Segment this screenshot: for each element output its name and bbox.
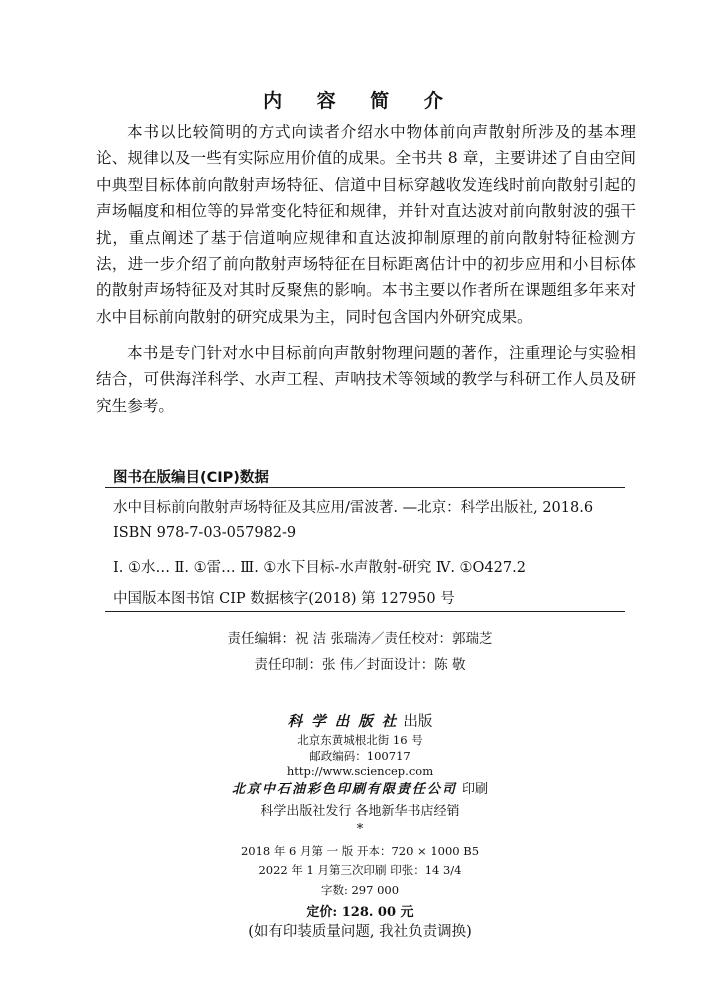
staff-editors: 责任编辑：祝 洁 张瑞涛／责任校对：郭瑞芝 [227,631,493,647]
cip-isbn: ISBN 978-7-03-057982-9 [113,525,297,541]
page-title: 内 容 简 介 [263,90,457,112]
word-count: 字数: 297 000 [320,883,400,897]
quality-notice: (如有印装质量问题, 我社负责调换) [248,924,472,940]
staff-production: 责任印制：张 伟／封面设计：陈 敬 [254,657,466,673]
cip-classification: Ⅰ. ①水… Ⅱ. ①雷… Ⅲ. ①水下目标-水声散射-研究 Ⅳ. ①O427.2 [113,560,526,576]
printer-line [0,778,720,797]
separator-star: * [356,822,364,837]
publisher-postcode: 邮政编码：100717 [309,749,411,763]
cip-record-number: 中国版本图书馆 CIP 数据核字(2018) 第 127950 号 [113,591,455,607]
printer-suffix: 印刷 [462,782,489,797]
cip-heading: 图书在版编目(CIP)数据 [113,470,269,486]
edition-format: 2018 年 6 月第 一 版 开本：720 × 1000 B5 [240,844,480,858]
cip-divider-top [105,487,625,488]
publisher-suffix: 出版 [403,714,433,730]
publisher-line [0,710,720,731]
cip-divider-bottom [105,611,625,612]
summary-paragraph-1: 本书以比较简明的方式向读者介绍水中物体前向声散射所涉及的基本理论、规律以及一些有实际应用价值的成果。全书共 8 章，主要讲述了自由空间中典型目标体前向散射声场特征、信道中目标穿越收发连线时前向散射引起的声场幅度和相位等的异常变化特征和规律，并针对直达波对前向散射波的强干扰，重点阐述了基于信道响应规律和直达波抑制原理的前向散射特征检测方法，进一步介绍了前向散射声场特征在目标距离估计中的初步应用和小目标体的散射声场特征及对其时反聚焦的影响。本书主要以作者所在课题组多年来对水中目标前向散射的研究成果为主，同时包含国内外研究成果。 [96,123,636,326]
cip-bibliographic-line: 水中目标前向散射声场特征及其应用/雷波著. —北京：科学出版社, 2018.6 [113,500,594,516]
publisher-address: 北京东黄城根北街 16 号 [297,733,423,747]
distribution-line: 科学出版社发行 各地新华书店经销 [260,804,460,819]
publisher-name: 科 学 出 版 社 [287,713,399,730]
publisher-url: http://www.sciencep.com [286,764,434,778]
price: 定价: 128. 00 元 [306,905,414,920]
printing-sheets: 2022 年 1 月第三次印刷 印张：14 3/4 [258,863,462,877]
summary-paragraph-2: 本书是专门针对水中目标前向声散射物理问题的著作，注重理论与实验相结合，可供海洋科学、水声工程、声呐技术等领域的教学与科研工作人员及研究生参考。 [96,344,636,415]
printer-name: 北京中石油彩色印刷有限责任公司 [231,782,457,797]
